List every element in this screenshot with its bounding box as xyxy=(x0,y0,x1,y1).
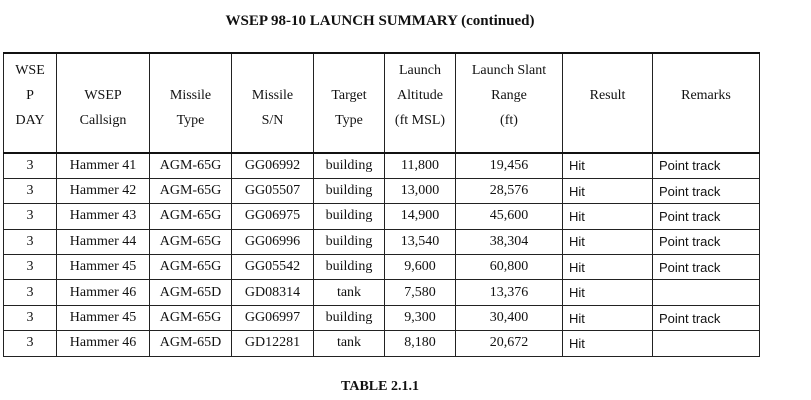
cell-missile-sn: GG06997 xyxy=(232,305,314,330)
cell-target-type: building xyxy=(314,255,385,280)
cell-missile-type: AGM-65D xyxy=(150,280,232,305)
cell-launch-altitude: 11,800 xyxy=(385,153,456,178)
header-line: Range xyxy=(491,88,527,103)
table-row xyxy=(4,178,760,203)
table-header-row xyxy=(4,53,760,153)
table-caption: TABLE 2.1.1 xyxy=(341,379,419,394)
header-line: WSEP xyxy=(84,88,122,103)
cell-missile-type: AGM-65G xyxy=(150,204,232,229)
cell-missile-sn: GG06975 xyxy=(232,204,314,229)
cell-remarks: Point track xyxy=(653,229,760,254)
cell-callsign: Hammer 45 xyxy=(57,255,150,280)
header-line: Type xyxy=(176,113,205,128)
cell-result: Hit xyxy=(563,204,653,229)
cell-callsign: Hammer 43 xyxy=(57,204,150,229)
cell-missile-sn: GG05507 xyxy=(232,178,314,203)
cell-remarks xyxy=(653,331,760,356)
cell-callsign: Hammer 44 xyxy=(57,229,150,254)
header-target-type xyxy=(314,53,385,153)
cell-remarks xyxy=(653,280,760,305)
cell-missile-type: AGM-65G xyxy=(150,305,232,330)
header-line: (ft MSL) xyxy=(394,113,446,128)
cell-target-type: building xyxy=(314,204,385,229)
cell-missile-sn: GG05542 xyxy=(232,255,314,280)
header-missile-type xyxy=(150,53,232,153)
cell-slant-range: 19,456 xyxy=(456,153,563,178)
cell-missile-type: AGM-65G xyxy=(150,153,232,178)
header-launch-slant-range xyxy=(456,53,563,153)
cell-result: Hit xyxy=(563,331,653,356)
cell-remarks: Point track xyxy=(653,153,760,178)
table-row xyxy=(4,204,760,229)
cell-missile-type: AGM-65D xyxy=(150,331,232,356)
cell-remarks: Point track xyxy=(653,305,760,330)
cell-launch-altitude: 13,000 xyxy=(385,178,456,203)
table-row xyxy=(4,280,760,305)
header-line: (ft) xyxy=(500,113,518,128)
cell-launch-altitude: 9,600 xyxy=(385,255,456,280)
header-wsep-day xyxy=(4,53,57,153)
cell-day: 3 xyxy=(4,178,57,203)
header-remarks xyxy=(653,53,760,153)
cell-target-type: building xyxy=(314,305,385,330)
cell-result: Hit xyxy=(563,229,653,254)
cell-day: 3 xyxy=(4,305,57,330)
cell-launch-altitude: 13,540 xyxy=(385,229,456,254)
cell-day: 3 xyxy=(4,204,57,229)
header-line: Launch Slant xyxy=(471,63,547,78)
cell-remarks: Point track xyxy=(653,204,760,229)
cell-target-type: tank xyxy=(314,331,385,356)
cell-missile-sn: GG06996 xyxy=(232,229,314,254)
cell-result: Hit xyxy=(563,280,653,305)
cell-slant-range: 30,400 xyxy=(456,305,563,330)
header-line: Type xyxy=(335,113,363,128)
header-line: P xyxy=(26,88,34,103)
cell-result: Hit xyxy=(563,153,653,178)
cell-day: 3 xyxy=(4,255,57,280)
header-launch-altitude xyxy=(385,53,456,153)
cell-target-type: building xyxy=(314,153,385,178)
header-wsep-callsign xyxy=(57,53,150,153)
cell-slant-range: 38,304 xyxy=(456,229,563,254)
cell-slant-range: 60,800 xyxy=(456,255,563,280)
table-row xyxy=(4,331,760,356)
header-result xyxy=(563,53,653,153)
table-body xyxy=(4,153,760,356)
cell-result: Hit xyxy=(563,255,653,280)
cell-launch-altitude: 8,180 xyxy=(385,331,456,356)
header-line: Missile xyxy=(169,88,212,103)
header-line: S/N xyxy=(261,113,284,128)
cell-slant-range: 28,576 xyxy=(456,178,563,203)
cell-missile-type: AGM-65G xyxy=(150,255,232,280)
header-line: Missile xyxy=(251,88,294,103)
cell-result: Hit xyxy=(563,305,653,330)
header-line: Launch xyxy=(399,63,441,78)
cell-missile-type: AGM-65G xyxy=(150,178,232,203)
cell-callsign: Hammer 45 xyxy=(57,305,150,330)
cell-missile-type: AGM-65G xyxy=(150,229,232,254)
cell-day: 3 xyxy=(4,229,57,254)
table-row xyxy=(4,153,760,178)
cell-target-type: building xyxy=(314,178,385,203)
cell-target-type: tank xyxy=(314,280,385,305)
cell-missile-sn: GG06992 xyxy=(232,153,314,178)
cell-callsign: Hammer 42 xyxy=(57,178,150,203)
cell-day: 3 xyxy=(4,153,57,178)
cell-remarks: Point track xyxy=(653,255,760,280)
cell-target-type: building xyxy=(314,229,385,254)
cell-callsign: Hammer 46 xyxy=(57,331,150,356)
table-row xyxy=(4,255,760,280)
cell-launch-altitude: 7,580 xyxy=(385,280,456,305)
header-line: WSE xyxy=(15,63,45,78)
page-title: WSEP 98-10 LAUNCH SUMMARY (continued) xyxy=(225,13,535,29)
header-line: Remarks xyxy=(681,88,731,103)
cell-callsign: Hammer 41 xyxy=(57,153,150,178)
cell-result: Hit xyxy=(563,178,653,203)
header-line: Altitude xyxy=(397,88,443,103)
cell-slant-range: 20,672 xyxy=(456,331,563,356)
table-row xyxy=(4,305,760,330)
cell-launch-altitude: 14,900 xyxy=(385,204,456,229)
cell-missile-sn: GD12281 xyxy=(232,331,314,356)
cell-slant-range: 13,376 xyxy=(456,280,563,305)
table-row xyxy=(4,229,760,254)
cell-day: 3 xyxy=(4,331,57,356)
header-line: DAY xyxy=(15,113,45,128)
cell-slant-range: 45,600 xyxy=(456,204,563,229)
cell-day: 3 xyxy=(4,280,57,305)
cell-remarks: Point track xyxy=(653,178,760,203)
launch-summary-table xyxy=(3,52,760,357)
cell-callsign: Hammer 46 xyxy=(57,280,150,305)
header-line: Result xyxy=(589,88,626,103)
header-line: Target xyxy=(331,88,367,103)
header-missile-sn xyxy=(232,53,314,153)
cell-launch-altitude: 9,300 xyxy=(385,305,456,330)
header-line: Callsign xyxy=(79,113,127,128)
cell-missile-sn: GD08314 xyxy=(232,280,314,305)
